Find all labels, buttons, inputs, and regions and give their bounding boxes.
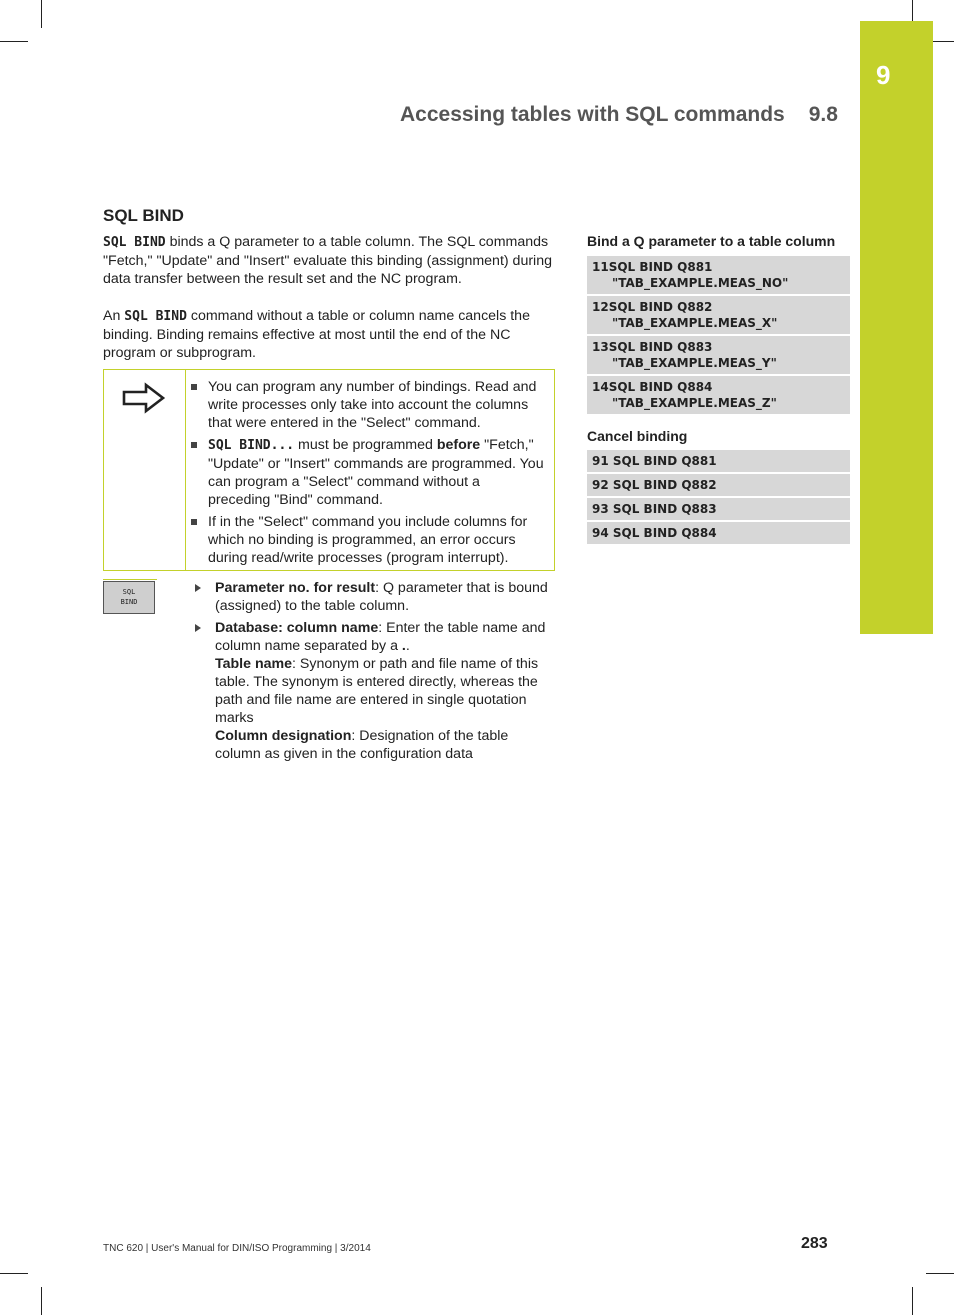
cancel-example-table: [587, 450, 850, 546]
paragraph-text: command without a table or column name cancels the binding. Binding remains effective at most until the end of the NC program or subprogram.: [103, 308, 530, 361]
step-text: : Synonym or path and file name of this table. The synonym is entered directly, whereas the path and file name are entered in single quotation marks: [215, 656, 539, 726]
crop-mark: [0, 1273, 28, 1274]
softkey-label: SQL: [122, 588, 136, 596]
code-row: [587, 296, 850, 336]
note-text: You can program any number of bindings. Read and write processes only take into account the columns that were entered in the "Select" command.: [208, 379, 537, 431]
step-text: : Designation of the table column as given in the configuration data: [215, 728, 509, 762]
code-line: 12SQL BIND Q882: [592, 300, 713, 314]
header-section: 9.8: [808, 103, 838, 126]
step-text: : Q parameter that is bound (assigned) to the table column.: [215, 580, 548, 614]
arrow-right-icon: [122, 382, 166, 414]
crop-mark: [0, 41, 28, 42]
code-line: 14SQL BIND Q884: [592, 380, 713, 394]
paragraph-text: binds a Q parameter to a table column. The SQL commands "Fetch," "Update" and "Insert" evaluate this binding (assignment) during data transfer between the result set and the NC program.: [103, 234, 552, 287]
note-item: [191, 513, 546, 567]
step-label: Parameter no. for result: [215, 580, 376, 596]
step-list: [193, 579, 555, 767]
note-list: [191, 378, 546, 571]
sql-bind-softkey: [103, 581, 155, 614]
crop-mark: [926, 1273, 954, 1274]
code-line: 13SQL BIND Q883: [592, 340, 713, 354]
note-emphasis: before: [436, 437, 481, 453]
code-line: "TAB_EXAMPLE.MEAS_NO": [612, 276, 789, 290]
step-item: [193, 619, 555, 763]
code-row: 92 SQL BIND Q882: [587, 474, 850, 498]
note-divider: [185, 370, 186, 570]
code-row: [587, 376, 850, 416]
chapter-tab: [860, 21, 933, 634]
step-sublabel: Column designation: [215, 728, 352, 744]
step-arrow-icon: [195, 584, 201, 592]
step-arrow-icon: [195, 624, 201, 632]
keyword: SQL BIND: [124, 309, 187, 324]
step-text: .: [405, 638, 410, 654]
softkey-label: BIND: [120, 598, 138, 606]
code-line: "TAB_EXAMPLE.MEAS_Y": [612, 356, 777, 370]
note-box: [103, 369, 555, 571]
step-text: : Enter the table name and column name separated by a: [215, 620, 546, 654]
note-text: "Fetch," "Update" or "Insert" commands are programmed. You can program a "Select" command without a preceding "Bind" command.: [208, 437, 544, 508]
note-item: [191, 378, 546, 432]
crop-mark: [41, 0, 42, 28]
page-number: 283: [801, 1235, 828, 1252]
bullet-icon: [191, 442, 197, 448]
crop-mark: [912, 1287, 913, 1315]
header-title: Accessing tables with SQL commands: [400, 103, 785, 126]
bind-example-table: [587, 256, 850, 416]
code-line: "TAB_EXAMPLE.MEAS_X": [612, 316, 778, 330]
step-item: [193, 579, 555, 615]
note-text: must be programmed: [294, 437, 437, 453]
separator-char: .: [401, 638, 406, 654]
crop-mark: [41, 1287, 42, 1315]
step-sublabel: Table name: [215, 656, 293, 672]
cancel-example-heading: Cancel binding: [587, 428, 688, 444]
footer-text: TNC 620 | User's Manual for DIN/ISO Programming | 3/2014: [103, 1243, 371, 1254]
code-line: 11SQL BIND Q881: [592, 260, 713, 274]
code-row: 91 SQL BIND Q881: [587, 450, 850, 474]
code-row: 93 SQL BIND Q883: [587, 498, 850, 522]
chapter-number: 9: [876, 60, 891, 90]
code-row: 94 SQL BIND Q884: [587, 522, 850, 546]
keyword: SQL BIND...: [208, 438, 295, 453]
intro-paragraph-2: [103, 307, 555, 362]
code-row: [587, 336, 850, 376]
paragraph-text: An: [103, 308, 125, 324]
note-item: [191, 436, 546, 509]
step-label: Database: column name: [215, 620, 379, 636]
keyword: SQL BIND: [103, 235, 166, 250]
code-row: [587, 256, 850, 296]
section-title: SQL BIND: [103, 206, 184, 225]
code-line: "TAB_EXAMPLE.MEAS_Z": [612, 396, 777, 410]
bullet-icon: [191, 384, 197, 390]
bullet-icon: [191, 519, 197, 525]
softkey-rule: [103, 579, 157, 580]
bind-example-heading: Bind a Q parameter to a table column: [587, 233, 836, 249]
intro-paragraph-1: [103, 233, 555, 288]
running-header: [400, 103, 838, 127]
note-text: If in the "Select" command you include columns for which no binding is programmed, an error occurs during read/write processes (program interrupt).: [208, 514, 528, 566]
